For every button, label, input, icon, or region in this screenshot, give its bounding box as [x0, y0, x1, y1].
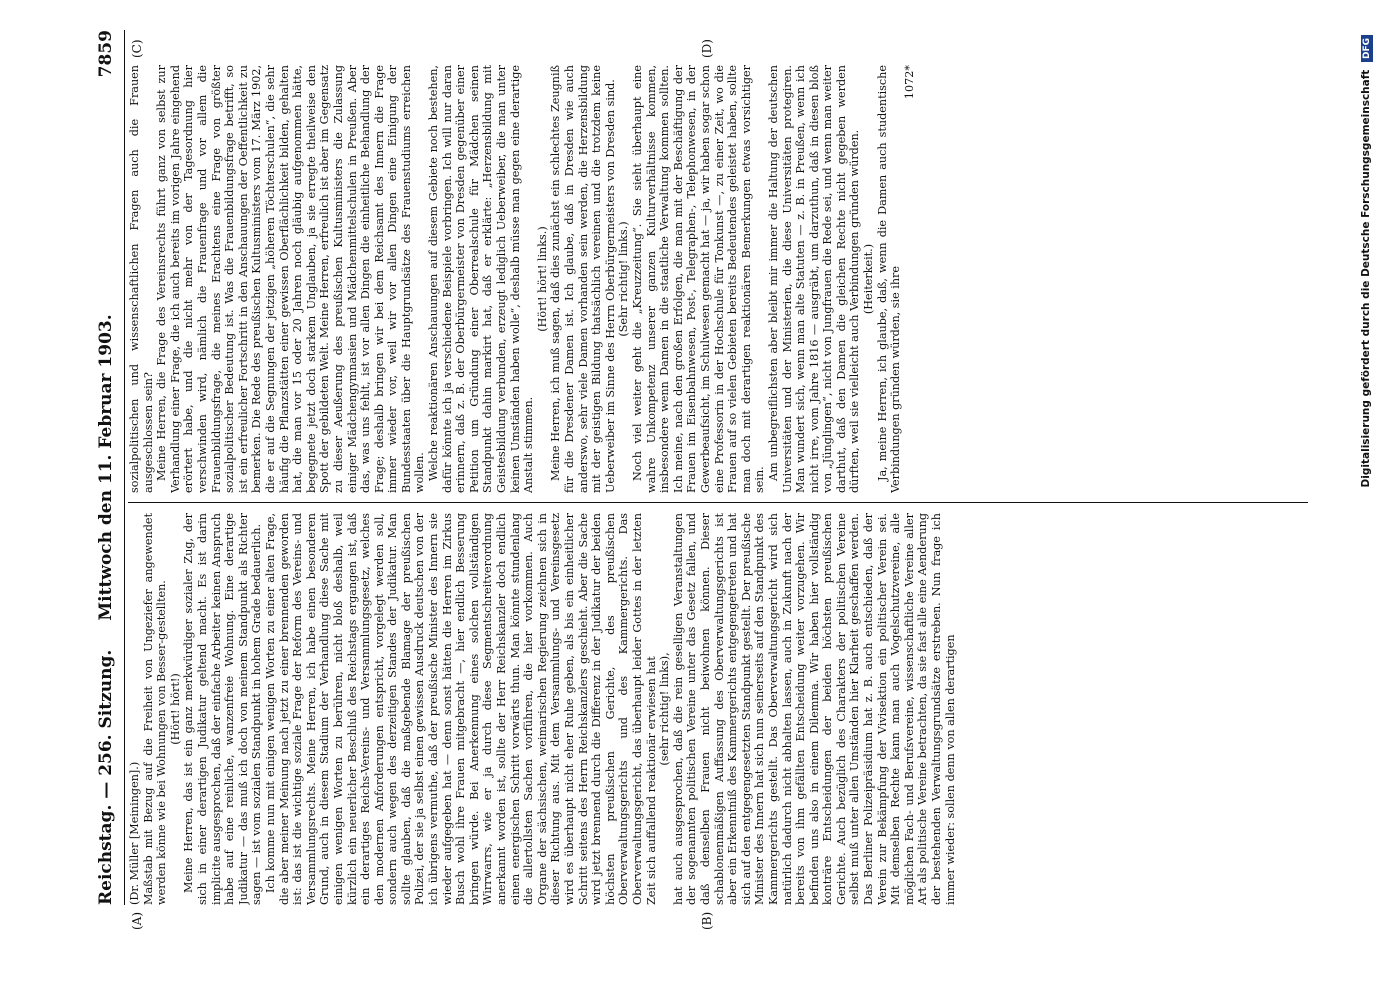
paragraph: Am unbegreiflichsten aber bleibt mir immer die Haltung der deutschen Universitäten und der Ministerien, die diese Universitäten protegiren. Man wundert sich, wenn man alte Statuten — z. B. in Preußen, wenn ich nicht irre, vom Jahre 1816 — ausgräbt, um darzuthun, daß in diesen bloß von „Jünglingen“, nicht von Jungfrauen die Rede sei, und wenn man weiter darthut, daß den Damen die gleichen Rechte nicht gegeben werden dürften, weil sie vielleicht auch Verbindungen gründen würden.	[766, 65, 862, 493]
paragraph: Maßstab mit Bezug auf die Freiheit von Ungeziefer angewendet werden könne wie bei Wohnungen von Besser-gestellten.	[141, 513, 169, 905]
digitization-credit	[1360, 35, 1373, 960]
margin-mark-c: (C)	[130, 39, 144, 58]
interjection: (Hört! hört! links.)	[535, 226, 549, 332]
header-left: Reichstag. — 256. Sitzung.	[96, 649, 116, 905]
paragraph: Noch viel weiter geht die „Kreuzzeitung“. Sie sieht überhaupt eine wahre Unkompetenz unserer ganzen Kulturverhältnisse kommen, insbesondere wenn Damen in die staatliche Verwaltung kommen sollten. Ich meine, nach den großen Erfolgen, die man mit der Beschäftigung der Frauen im Eisenbahnwesen, Post-, Telegraphen-, Telephonwesen, in der Gewerbeaufsicht, im Schulwesen gemacht hat — ja, wir haben sogar schon eine Professorin in der Hochschule für Tonkunst —, zu einer Zeit, wo die Frauen auf so vielen Gebieten bereits Bedeutendes geleistet haben, sollte man doch mit derartigen reaktionären Bemerkungen etwas vorsichtiger sein.	[630, 65, 767, 493]
interjection: (Hört! hört!)	[168, 673, 182, 745]
header-rule	[124, 30, 125, 905]
paragraph: Meine Herren, das ist ein ganz merkwürdiger sozialer Zug, der sich in einer derartigen Judikatur geltend macht. Es ist darin implicite ausgesprochen, daß der einfache Arbeiter keinen Anspruch habe auf eine reinliche, wanzenfreie Wohnung. Eine derartige Judikatur — das muß ich doch von meinem Standpunkt als Richter sagen — ist vom sozialen Standpunkt in hohem Grade bedauerlich.	[182, 513, 264, 905]
paragraph: sozialpolitischen und wissenschaftlichen Fragen auch die Frauen ausgeschlossen sein?	[128, 65, 155, 493]
paragraph: Ich komme nun mit einigen wenigen Worten zu einer alten Frage, die aber meiner Meinung nach jetzt zu einer brennenden geworden ist: das ist die wichtige soziale Frage der Reform des Vereins- und Versammlungsrechts. Meine Herren, ich habe einen besonderen Grund, auch in diesem Stadium der Verhandlung diese Sache mit einigen wenigen Worten zu berühren, nicht bloß deshalb, weil kürzlich ein neuerlicher Beschluß des Reichstags ergangen ist, daß ein derartiges Reichs-Vereins- und Versammlungsgesetz, welches den modernen Anforderungen entspricht, vorgelegt werden soll, sondern auch wegen des derzeitigen Standes der Judikatur. Man sollte glauben, daß die maßgebende Blamage der preußischen Polizei, der sie ja selbst einen gewissen Ausdruck deutschen von der ich übrigens vermuthe, daß der preußische Minister des Innern sie wieder aufgegeben hat — denn sonst hätten die Herren im Zirkus Busch wohl ihre Frauen mitgebracht —, hier endlich Besserung bringen würde. Bei Anerkennung eines solchen vollständigen Wirrwarrs, wie er ja durch diese Segmentschreitverordnung anerkannt worden ist, sollte der Herr Reichskanzler doch endlich einen energischen Schritt vorwärts thun. Man könnte stundenlang die allertollsten Sachen vorführen, die hier vorkommen. Auch Organe der sächsischen, weimarischen Regierung zeichnen sich in dieser Richtung aus. Mit dem Versammlungs- und Vereinsgesetz wird es überhaupt nicht eher Ruhe geben, als bis ein einheitlicher Schritt seitens des Herrn Reichskanzlers geschieht. Aber die Sache wird jetzt brennend durch die Differenz in der Judikatur der beiden höchsten preußischen Gerichte, des preußischen Oberverwaltungsgerichts und des Kammergerichts. Das Oberverwaltungsgericht, das überhaupt leider Gottes in der letzten Zeit sich auffallend reaktionär erwiesen hat	[263, 513, 658, 905]
paragraph: Meine Herren, die Frage des Vereinsrechts führt ganz von selbst zur Verhandlung einer Frage, die ich auch bereits im vorigen Jahre eingehend erörtert habe, und die nicht mehr von der Tagesordnung hier verschwinden wird, nämlich die Frauenfrage und vor allem die Frauenbildungsfrage, die meines Erachtens eine Frage von größter sozialpolitischer Bedeutung ist. Was die Frauenbildungsfrage betrifft, so ist ein erfreulicher Fortschritt in den Anschauungen der Oeffentlichkeit zu bemerken. Die Rede des preußischen Kultusministers vom 17. März 1902, die er auf die Segnungen der jetzigen „höheren Töchterschulen“, die sehr häufig die Pflanzstätten einer gewissen Oberflächlichkeit bilden, gehalten hat, die man vor 15 oder 20 Jahren noch gläubig aufgenommen hätte, begegnete jetzt doch starkem Unglauben, ja sie erregte theilweise den Spott der gebildeten Welt. Meine Herren, erfreulich ist aber im Gegensatz zu dieser Aeußerung des preußischen Kultusministers die Zulassung einiger Mädchengymnasien und Mädchenmittelschulen in Preußen. Aber das, was uns fehlt, ist vor allen Dingen die einheitliche Behandlung der Frage; deshalb bringen wir bei dem Reichsamt des Innern die Frage immer wieder vor, weil wir vor allen Dingen eine Einigung der Bundesstaaten über die Hauptgrundsätze des Frauenstudiums erreichen wollen.	[155, 65, 427, 493]
column-divider	[128, 502, 1308, 503]
paragraph: Ja, meine Herren, ich glaube, daß, wenn die Damen auch studentische Verbindungen gründen würden, sie ihre	[875, 65, 903, 493]
dfg-logo: DFG	[1361, 35, 1373, 62]
speaker-label: (Dr. Müller [Meiningen].)	[128, 761, 141, 905]
paragraph: hat auch ausgesprochen, daß die rein geselligen Veranstaltungen der sogenannten politischen Vereine unter das Gesetz fallen, und daß denselben Frauen nicht beiwohnen können. Dieser schablonenmäßigen Auffassung des Oberverwaltungsgerichts ist aber ein Erkenntniß des Kammergerichts entgegengetreten und hat sich auf den entgegengesetzten Standpunkt gestellt. Der preußische Minister des Innern hat sich nun seinerseits auf den Standpunkt des Kammergerichts gestellt. Das Oberverwaltungsgericht wird sich natürlich dadurch nicht abhalten lassen, auch in Zukunft nach der bereits von ihm gefällten Entscheidung weiter vorzugehen. Wir befinden uns also in einem Dilemma. Wir haben hier vollständig konträre Entscheidungen der beiden höchsten preußischen Gerichte. Auch bezüglich des Charakters der politischen Vereine selbst muß unter allen Umständen hier Klarheit geschaffen werden. Das Berliner Polizeipräsidium hat z. B. auch entschieden, daß der Verein zur Bekämpfung der Vivisektion ein politischer Verein sei. Mit demselben Rechte kann man auch Vogelschutzvereine, alle möglichen Fach- und Berufsvereine, wissenschaftliche Vereine aller Art als politische Vereine betrachten, da sie fast alle eine Aenderung der bestehenden Verwaltungsgrundsätze erstreben. Nun frage ich immer wieder: sollen denn von allen derartigen	[671, 513, 957, 905]
left-column	[128, 513, 1308, 905]
page-number: 7859	[96, 30, 116, 78]
header-center: Mittwoch den 11. Februar 1903.	[96, 314, 116, 621]
margin-mark-d: (D)	[700, 39, 714, 58]
signature-mark: 1072*	[902, 65, 916, 100]
interjection: (Heiterkeit.)	[862, 243, 876, 315]
right-column	[128, 65, 1308, 493]
page-header	[96, 30, 120, 905]
paragraph: Welche reaktionären Anschauungen auf diesem Gebiete noch bestehen, dafür könnte ich ja verschiedene Beispiele vorbringen. Ich will nur daran erinnern, daß z. B. der Oberbürgermeister von Dresden gegenüber einer Petition um Gründung einer Oberrealschule für Mädchen seinen Standpunkt dahin markirt hat, daß er erklärte: „Herzensbildung mit Geistesbildung verbunden, erzeugt lediglich Ueberweiber, die man unter keinen Umständen haben wolle“, deshalb müsse man gegen eine derartige Anstalt stimmen.	[427, 65, 536, 493]
interjection: (sehr richtig! links),	[658, 652, 672, 766]
margin-mark-b: (B)	[700, 911, 714, 930]
margin-mark-a: (A)	[130, 911, 144, 930]
credit-text: Digitalisierung gefördert durch die Deutsche Forschungsgemeinschaft	[1360, 69, 1372, 488]
paragraph: Meine Herren, ich muß sagen, daß dies zunächst ein schlechtes Zeugniß für die Dresdener Damen ist. Ich glaube, daß in Dresden wie auch anderswo, sehr viele Damen vorhanden sein werden, die Herzensbildung mit der geistigen Bildung thatsächlich vereinen und die trotzdem keine Ueberweiber im Sinne des Herrn Oberbürgermeisters von Dresden sind.	[549, 65, 617, 493]
interjection: (Sehr richtig! links.)	[617, 221, 631, 337]
